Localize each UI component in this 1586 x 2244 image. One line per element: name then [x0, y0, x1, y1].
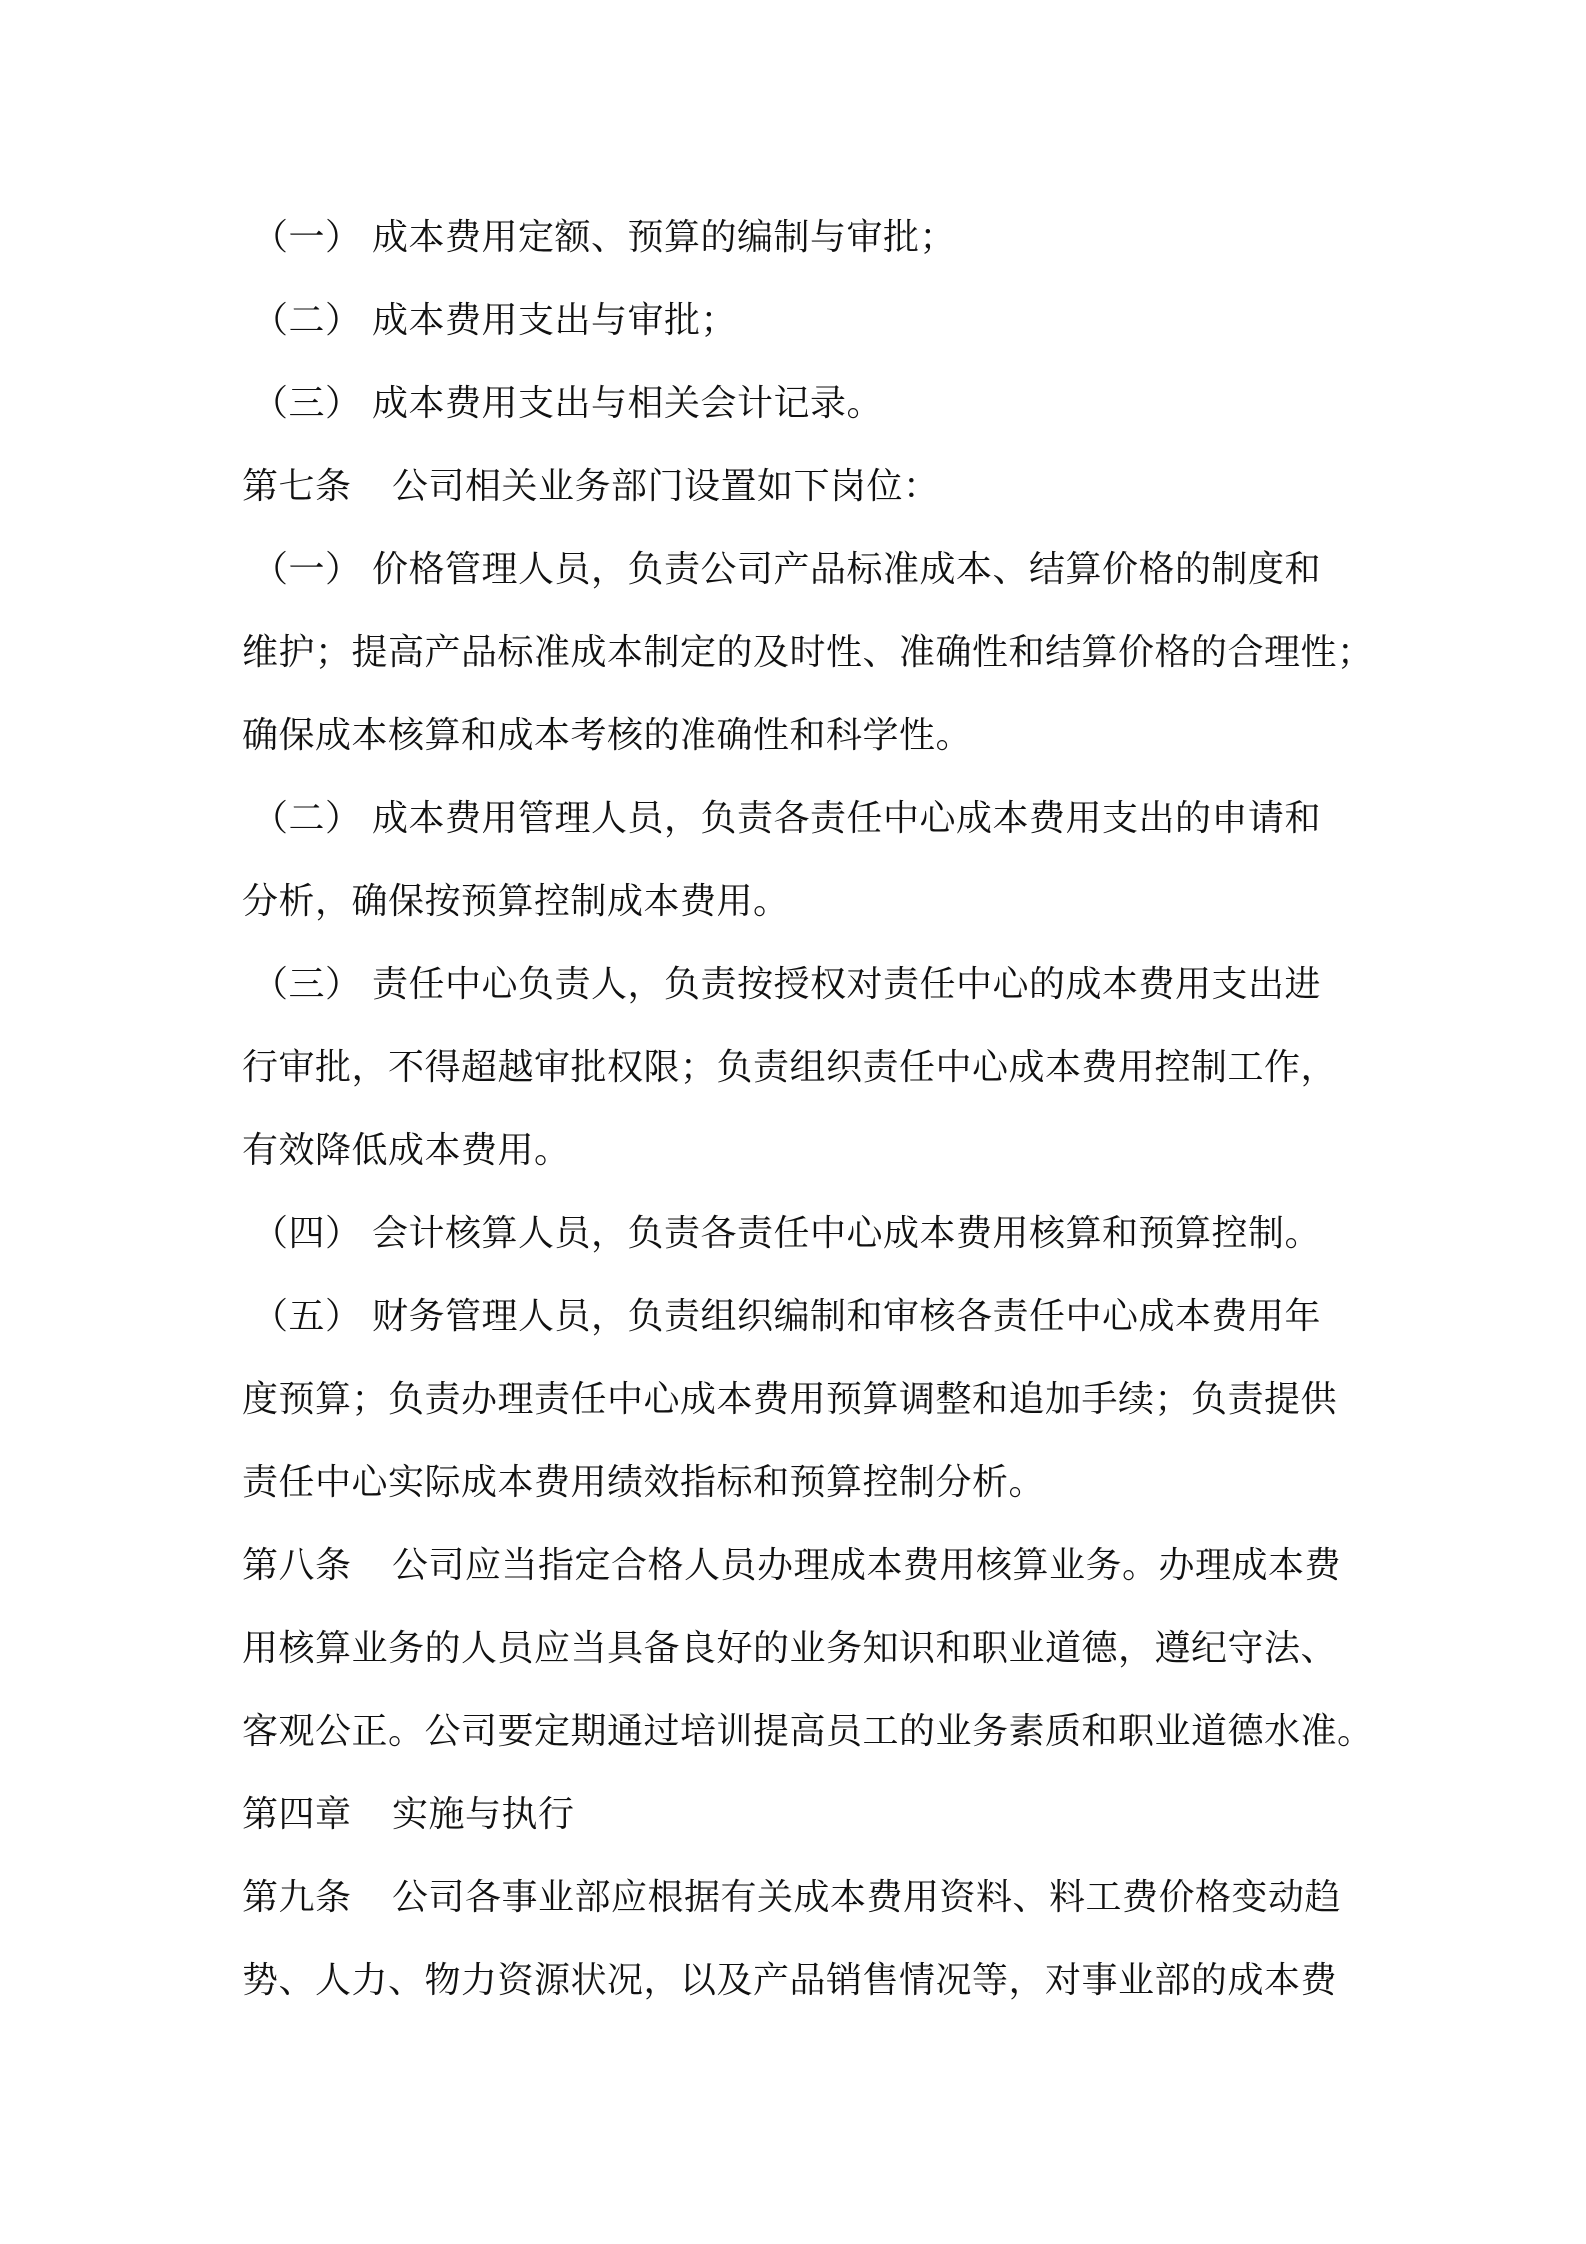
article-number: 第八条	[242, 1545, 352, 1586]
line-text: 会计核算人员，负责各责任中心成本费用核算和预算控制。	[372, 1213, 1322, 1254]
item-marker: （二）	[252, 300, 362, 341]
article-line	[242, 1524, 1372, 1607]
chapter-line	[242, 1773, 1372, 1856]
line-text: 用核算业务的人员应当具备良好的业务知识和职业道德，遵纪守法、	[242, 1628, 1338, 1669]
line-text: 公司各事业部应根据有关成本费用资料、料工费价格变动趋	[392, 1877, 1342, 1918]
item-marker: （五）	[252, 1296, 362, 1337]
chapter-number: 第四章	[242, 1794, 352, 1835]
line-text: 公司相关业务部门设置如下岗位：	[392, 466, 940, 507]
line-text: 有效降低成本费用。	[242, 1130, 571, 1171]
line-text: 责任中心实际成本费用绩效指标和预算控制分析。	[242, 1462, 1046, 1503]
text-line	[242, 1939, 1372, 2022]
line-text: 维护；提高产品标准成本制定的及时性、准确性和结算价格的合理性；	[242, 632, 1374, 673]
line-text: 行审批，不得超越审批权限；负责组织责任中心成本费用控制工作，	[242, 1047, 1338, 1088]
text-line	[242, 611, 1372, 694]
chapter-title: 实施与执行	[392, 1794, 575, 1835]
text-line	[242, 694, 1372, 777]
text-line	[242, 196, 1372, 279]
article-line	[242, 1856, 1372, 1939]
text-line	[242, 1192, 1372, 1275]
text-line	[242, 1275, 1372, 1358]
line-text: 分析，确保按预算控制成本费用。	[242, 881, 790, 922]
text-line	[242, 1441, 1372, 1524]
text-line	[242, 362, 1372, 445]
item-marker: （二）	[252, 798, 362, 839]
item-marker: （三）	[252, 383, 362, 424]
article-number: 第九条	[242, 1877, 352, 1918]
text-line	[242, 943, 1372, 1026]
line-text: 成本费用管理人员，负责各责任中心成本费用支出的申请和	[372, 798, 1322, 839]
text-line	[242, 1358, 1372, 1441]
text-line	[242, 1026, 1372, 1109]
text-line	[242, 279, 1372, 362]
text-line	[242, 528, 1372, 611]
line-text: 成本费用支出与相关会计记录。	[372, 383, 884, 424]
item-marker: （三）	[252, 964, 362, 1005]
line-text: 成本费用支出与审批；	[372, 300, 738, 341]
line-text: 确保成本核算和成本考核的准确性和科学性。	[242, 715, 973, 756]
line-text: 势、人力、物力资源状况，以及产品销售情况等，对事业部的成本费	[242, 1960, 1338, 2001]
item-marker: （四）	[252, 1213, 362, 1254]
text-line	[242, 1109, 1372, 1192]
line-text: 公司应当指定合格人员办理成本费用核算业务。办理成本费	[392, 1545, 1342, 1586]
line-text: 成本费用定额、预算的编制与审批；	[372, 217, 957, 258]
text-line	[242, 1690, 1372, 1773]
line-text: 度预算；负责办理责任中心成本费用预算调整和追加手续；负责提供	[242, 1379, 1338, 1420]
text-line	[242, 777, 1372, 860]
item-marker: （一）	[252, 217, 362, 258]
line-text: 客观公正。公司要定期通过培训提高员工的业务素质和职业道德水准。	[242, 1711, 1374, 1752]
line-text: 财务管理人员，负责组织编制和审核各责任中心成本费用年	[372, 1296, 1322, 1337]
article-line	[242, 445, 1372, 528]
document-body	[242, 196, 1372, 2022]
text-line	[242, 860, 1372, 943]
text-line	[242, 1607, 1372, 1690]
item-marker: （一）	[252, 549, 362, 590]
line-text: 价格管理人员，负责公司产品标准成本、结算价格的制度和	[372, 549, 1322, 590]
article-number: 第七条	[242, 466, 352, 507]
line-text: 责任中心负责人，负责按授权对责任中心的成本费用支出进	[372, 964, 1322, 1005]
